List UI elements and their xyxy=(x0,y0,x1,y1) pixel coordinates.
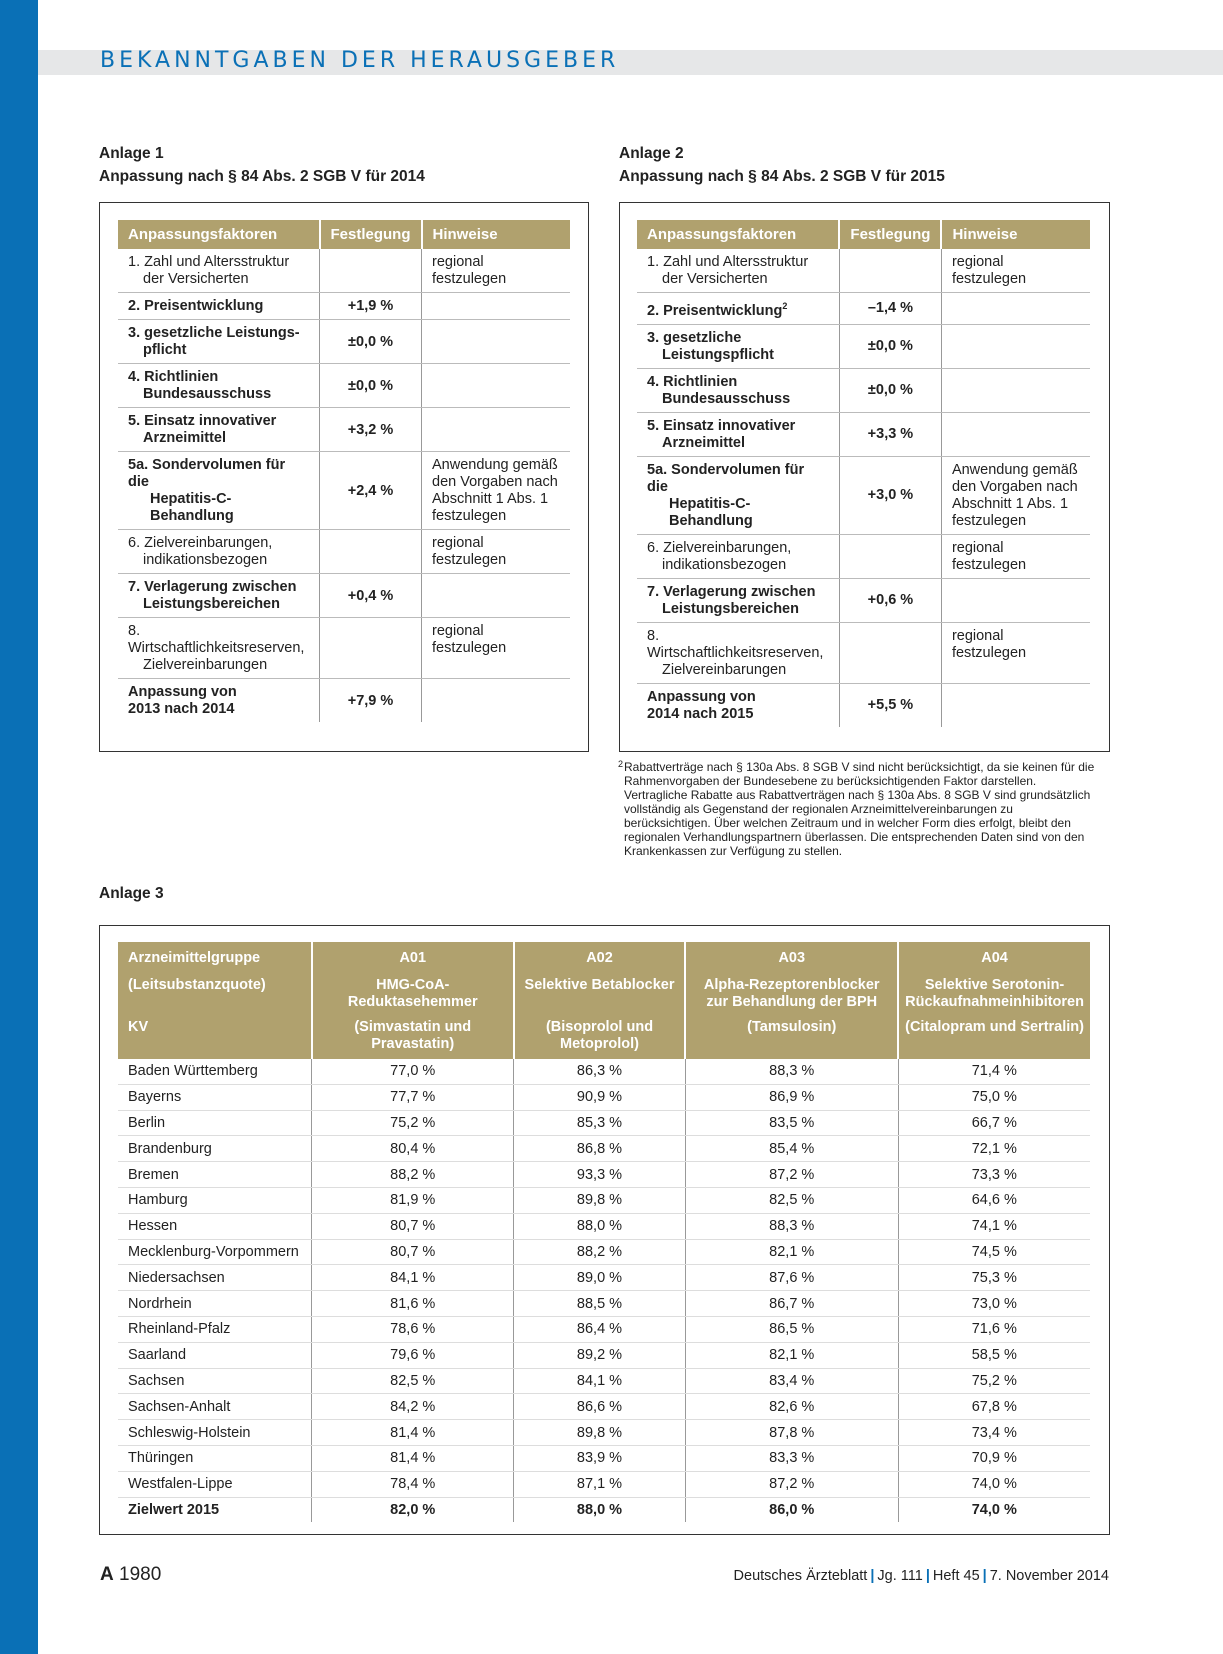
table-row xyxy=(118,408,570,452)
factor-label: 1. Zahl und Altersstruktur xyxy=(647,254,809,270)
hinweis-cell xyxy=(941,293,1090,325)
page-number-value: 1980 xyxy=(119,1564,162,1585)
factor-cell xyxy=(637,324,839,368)
kv-name: Baden Württemberg xyxy=(118,1059,312,1084)
a02-value: 88,0 % xyxy=(514,1213,686,1239)
table-row xyxy=(118,1445,1090,1471)
factor-label-cont: der Versicherten xyxy=(143,271,249,287)
a02-value: 89,8 % xyxy=(514,1187,686,1213)
column-header-substance: (Simvastatin und Pravastatin) xyxy=(312,1017,514,1059)
column-header-substance: (Citalopram und Sertralin) xyxy=(898,1017,1090,1059)
anlage3-table xyxy=(118,942,1090,1522)
a03-value: 86,7 % xyxy=(685,1291,898,1317)
a02-value: 85,3 % xyxy=(514,1110,686,1136)
factor-label: Anpassung von xyxy=(128,684,237,700)
a01-value: 81,6 % xyxy=(312,1291,514,1317)
a01-value: 75,2 % xyxy=(312,1110,514,1136)
a03-value: 85,4 % xyxy=(685,1136,898,1162)
kv-name: Bremen xyxy=(118,1162,312,1188)
factor-label: 3. gesetzliche xyxy=(647,329,742,346)
a04-value: 71,4 % xyxy=(898,1059,1090,1084)
table-row xyxy=(637,622,1090,683)
a02-value: 86,6 % xyxy=(514,1394,686,1420)
hinweis-cell xyxy=(941,683,1090,727)
a02-value: 89,2 % xyxy=(514,1342,686,1368)
table-row xyxy=(118,1291,1090,1317)
a04-value: 58,5 % xyxy=(898,1342,1090,1368)
table-row xyxy=(118,452,570,530)
a02-value: 87,1 % xyxy=(514,1471,686,1497)
a04-value: 70,9 % xyxy=(898,1445,1090,1471)
table-header-row xyxy=(637,220,1090,249)
table-row xyxy=(118,618,570,679)
a02-value: 88,2 % xyxy=(514,1239,686,1265)
hinweis-cell: regional festzulegen xyxy=(422,249,570,293)
factor-label-cont: Arzneimittel xyxy=(662,434,745,451)
a03-value: 87,2 % xyxy=(685,1162,898,1188)
a02-value: 89,8 % xyxy=(514,1420,686,1446)
factor-cell xyxy=(118,249,320,293)
factor-label: 6. Zielvereinbarungen, xyxy=(128,535,273,551)
anlage2-title: Anpassung nach § 84 Abs. 2 SGB V für 2015 xyxy=(619,168,945,185)
journal-date: 7. November 2014 xyxy=(989,1568,1109,1584)
hinweis-cell xyxy=(422,320,570,364)
table-row xyxy=(637,683,1090,727)
hinweis-cell: regional festzulegen xyxy=(941,622,1090,683)
table-row xyxy=(118,1059,1090,1084)
factor-label: 4. Richtlinien xyxy=(128,369,219,385)
anlage1-label: Anlage 1 xyxy=(99,145,164,162)
a03-value: 88,3 % xyxy=(685,1213,898,1239)
section-header: BEKANNTGABEN DER HERAUSGEBER xyxy=(100,48,620,73)
table-row xyxy=(637,368,1090,412)
a01-value: 81,4 % xyxy=(312,1420,514,1446)
hinweis-cell xyxy=(941,578,1090,622)
hinweis-cell xyxy=(941,324,1090,368)
kv-name: Sachsen-Anhalt xyxy=(118,1394,312,1420)
a02-value: 86,8 % xyxy=(514,1136,686,1162)
festlegung-value: +5,5 % xyxy=(839,683,941,727)
table-row xyxy=(118,679,570,723)
a02-value: 86,3 % xyxy=(514,1059,686,1084)
column-header: Festlegung xyxy=(320,220,422,249)
factor-cell xyxy=(637,683,839,727)
a01-value: 78,4 % xyxy=(312,1471,514,1497)
page-number xyxy=(100,1564,161,1586)
kv-name: Mecklenburg-Vorpommern xyxy=(118,1239,312,1265)
factor-cell xyxy=(118,293,320,320)
footnote-ref: 2 xyxy=(782,301,788,311)
a02-value: 84,1 % xyxy=(514,1368,686,1394)
a03-value: 82,6 % xyxy=(685,1394,898,1420)
a01-value: 80,4 % xyxy=(312,1136,514,1162)
table-row xyxy=(118,320,570,364)
anlage2-label: Anlage 2 xyxy=(619,145,684,162)
a02-value: 88,0 % xyxy=(514,1497,686,1522)
a04-value: 73,4 % xyxy=(898,1420,1090,1446)
hinweis-cell xyxy=(422,679,570,723)
a01-value: 82,0 % xyxy=(312,1497,514,1522)
factor-cell xyxy=(637,249,839,293)
a01-value: 82,5 % xyxy=(312,1368,514,1394)
kv-name: Berlin xyxy=(118,1110,312,1136)
festlegung-value: ±0,0 % xyxy=(839,324,941,368)
table-row xyxy=(637,534,1090,578)
factor-label: 6. Zielvereinbarungen, xyxy=(647,539,792,556)
factor-cell xyxy=(118,618,320,679)
journal-volume: Jg. 111 xyxy=(877,1568,923,1584)
footnote-mark: 2 xyxy=(618,759,624,769)
column-header-name: Alpha-Rezeptorenblocker zur Behandlung der BPH xyxy=(685,975,898,1017)
a03-value: 82,5 % xyxy=(685,1187,898,1213)
column-header: Festlegung xyxy=(839,220,941,249)
column-header-code: A01 xyxy=(312,942,514,975)
table-row xyxy=(637,324,1090,368)
a02-value: 83,9 % xyxy=(514,1445,686,1471)
a03-value: 86,0 % xyxy=(685,1497,898,1522)
a03-value: 83,4 % xyxy=(685,1368,898,1394)
a03-value: 86,9 % xyxy=(685,1084,898,1110)
column-header: (Leitsubstanzquote) xyxy=(118,975,312,1017)
factor-label-cont: Hepatitis-C-Behandlung xyxy=(150,491,234,524)
table-row xyxy=(118,1316,1090,1342)
kv-name: Bayerns xyxy=(118,1084,312,1110)
factor-cell xyxy=(637,412,839,456)
festlegung-value: –1,4 % xyxy=(839,293,941,325)
factor-cell xyxy=(637,293,839,325)
column-header: Arzneimittelgruppe xyxy=(118,942,312,975)
a02-value: 86,4 % xyxy=(514,1316,686,1342)
a04-value: 74,0 % xyxy=(898,1497,1090,1522)
hinweis-cell: regional festzulegen xyxy=(941,249,1090,293)
a03-value: 83,5 % xyxy=(685,1110,898,1136)
factor-label: 5. Einsatz innovativer xyxy=(128,413,277,429)
a04-value: 73,0 % xyxy=(898,1291,1090,1317)
table-row xyxy=(637,293,1090,325)
column-header-substance: (Tamsulosin) xyxy=(685,1017,898,1059)
a01-value: 80,7 % xyxy=(312,1239,514,1265)
separator: | xyxy=(870,1568,875,1584)
factor-cell xyxy=(637,534,839,578)
festlegung-value xyxy=(839,249,941,293)
kv-name: Hessen xyxy=(118,1213,312,1239)
kv-name: Westfalen-Lippe xyxy=(118,1471,312,1497)
a01-value: 81,4 % xyxy=(312,1445,514,1471)
column-header-code: A03 xyxy=(685,942,898,975)
journal-name: Deutsches Ärzteblatt xyxy=(733,1568,868,1584)
journal-info xyxy=(734,1568,1109,1584)
column-header: Hinweise xyxy=(941,220,1090,249)
page-prefix: A xyxy=(100,1564,114,1585)
kv-name: Saarland xyxy=(118,1342,312,1368)
table-row xyxy=(118,1420,1090,1446)
table-row xyxy=(118,1239,1090,1265)
table-total-row xyxy=(118,1497,1090,1522)
a02-value: 89,0 % xyxy=(514,1265,686,1291)
factor-label: 7. Verlagerung zwischen xyxy=(128,579,297,595)
table-row xyxy=(118,1136,1090,1162)
factor-label-cont: Zielvereinbarungen xyxy=(662,661,787,678)
factor-label: 2. Preisentwicklung xyxy=(128,298,264,314)
factor-label: 4. Richtlinien xyxy=(647,373,738,390)
kv-name: Schleswig-Holstein xyxy=(118,1420,312,1446)
anlage3-label: Anlage 3 xyxy=(99,885,164,902)
a01-value: 80,7 % xyxy=(312,1213,514,1239)
factor-cell xyxy=(118,452,320,530)
table-row xyxy=(118,1342,1090,1368)
a03-value: 87,2 % xyxy=(685,1471,898,1497)
hinweis-cell xyxy=(422,293,570,320)
a04-value: 64,6 % xyxy=(898,1187,1090,1213)
factor-cell xyxy=(637,578,839,622)
column-header: KV xyxy=(118,1017,312,1059)
table-row xyxy=(118,530,570,574)
festlegung-value: ±0,0 % xyxy=(320,320,422,364)
factor-cell xyxy=(118,530,320,574)
festlegung-value: +0,4 % xyxy=(320,574,422,618)
kv-name: Zielwert 2015 xyxy=(128,1501,220,1518)
a04-value: 73,3 % xyxy=(898,1162,1090,1188)
anlage1-title: Anpassung nach § 84 Abs. 2 SGB V für 2014 xyxy=(99,168,425,185)
a04-value: 74,1 % xyxy=(898,1213,1090,1239)
hinweis-cell: regional festzulegen xyxy=(941,534,1090,578)
a02-value: 88,5 % xyxy=(514,1291,686,1317)
factor-label-cont: pflicht xyxy=(143,342,187,358)
column-header-name: Selektive Betablocker xyxy=(514,975,686,1017)
a04-value: 72,1 % xyxy=(898,1136,1090,1162)
table-row xyxy=(118,1368,1090,1394)
a03-value: 82,1 % xyxy=(685,1342,898,1368)
factor-label-cont: Zielvereinbarungen xyxy=(143,657,268,673)
factor-cell xyxy=(118,574,320,618)
separator: | xyxy=(982,1568,987,1584)
factor-label: 3. gesetzliche Leistungs- xyxy=(128,325,300,341)
festlegung-value: +7,9 % xyxy=(320,679,422,723)
table-row xyxy=(118,1187,1090,1213)
hinweis-cell: Anwendung gemäß den Vorgaben nach Abschnitt 1 Abs. 1 festzulegen xyxy=(941,456,1090,534)
factor-label-cont: 2013 nach 2014 xyxy=(128,701,235,717)
factor-label: 5a. Sondervolumen für die xyxy=(128,457,286,490)
a02-value: 93,3 % xyxy=(514,1162,686,1188)
factor-label-cont: Leistungsbereichen xyxy=(143,596,280,612)
festlegung-value xyxy=(320,530,422,574)
factor-label-cont: 2014 nach 2015 xyxy=(647,705,754,722)
a01-value: 84,1 % xyxy=(312,1265,514,1291)
table-row xyxy=(118,1110,1090,1136)
a01-value: 77,0 % xyxy=(312,1059,514,1084)
a03-value: 87,8 % xyxy=(685,1420,898,1446)
factor-label-cont: Leistungsbereichen xyxy=(662,600,799,617)
table-row xyxy=(118,1394,1090,1420)
factor-label: 1. Zahl und Altersstruktur xyxy=(128,254,290,270)
column-header-name: Selektive Serotonin-Rückaufnahmeinhibitoren xyxy=(898,975,1090,1017)
column-header: Anpassungsfaktoren xyxy=(637,220,839,249)
a03-value: 88,3 % xyxy=(685,1059,898,1084)
hinweis-cell xyxy=(941,368,1090,412)
kv-name: Nordrhein xyxy=(118,1291,312,1317)
table-row xyxy=(118,1213,1090,1239)
a03-value: 87,6 % xyxy=(685,1265,898,1291)
festlegung-value: ±0,0 % xyxy=(320,364,422,408)
table-header-row xyxy=(118,975,1090,1017)
factor-label: 8. Wirtschaftlichkeitsreserven, xyxy=(647,627,824,661)
a01-value: 79,6 % xyxy=(312,1342,514,1368)
a04-value: 66,7 % xyxy=(898,1110,1090,1136)
column-header-name: HMG-CoA-Reduktasehemmer xyxy=(312,975,514,1017)
table-row xyxy=(637,412,1090,456)
hinweis-cell: Anwendung gemäß den Vorgaben nach Abschnitt 1 Abs. 1 festzulegen xyxy=(422,452,570,530)
festlegung-value: +1,9 % xyxy=(320,293,422,320)
a04-value: 75,3 % xyxy=(898,1265,1090,1291)
factor-cell xyxy=(637,368,839,412)
factor-label-cont: Arzneimittel xyxy=(143,430,226,446)
factor-label: 5a. Sondervolumen für die xyxy=(647,461,805,495)
table-row xyxy=(637,249,1090,293)
anlage1-caption xyxy=(99,142,425,188)
a01-value: 77,7 % xyxy=(312,1084,514,1110)
factor-cell xyxy=(637,456,839,534)
festlegung-value xyxy=(839,534,941,578)
footnote-text: Rabattverträge nach § 130a Abs. 8 SGB V sind nicht berücksichtigt, da sie keinen für die Rahmenvorgaben der Bundesebene zu berücksichtigenden Faktor darstellen. Vertragliche Rabatte aus Rabattverträgen nach § 130a Abs. 8 SGB V sind grundsätzlich vollständig als Gegenstand der regionalen Arzneimittelvereinbarungen zu berücksichtigen. Über welchen Zeitraum und in welcher Form dies erfolgt, bleibt den regionalen Verhandlungspartnern überlassen. Die entsprechenden Daten sind von den Krankenkassen zur Verfügung zu stellen. xyxy=(624,760,1095,858)
festlegung-value: +3,2 % xyxy=(320,408,422,452)
factor-cell xyxy=(118,408,320,452)
factor-label-cont: indikationsbezogen xyxy=(662,556,787,573)
hinweis-cell: regional festzulegen xyxy=(422,618,570,679)
column-header-substance: (Bisoprolol und Metoprolol) xyxy=(514,1017,686,1059)
a04-value: 67,8 % xyxy=(898,1394,1090,1420)
festlegung-value xyxy=(839,622,941,683)
anlage1-table xyxy=(118,220,570,722)
anlage2-table xyxy=(637,220,1090,727)
factor-label-cont: Bundesausschuss xyxy=(662,390,791,407)
kv-name: Hamburg xyxy=(118,1187,312,1213)
a04-value: 75,0 % xyxy=(898,1084,1090,1110)
column-header-code: A02 xyxy=(514,942,686,975)
factor-label-cont: indikationsbezogen xyxy=(143,552,268,568)
factor-label: 2. Preisentwicklung xyxy=(647,302,783,319)
factor-cell xyxy=(118,364,320,408)
column-header-code: A04 xyxy=(898,942,1090,975)
hinweis-cell xyxy=(422,574,570,618)
factor-label: Anpassung von xyxy=(647,688,756,705)
a04-value: 75,2 % xyxy=(898,1368,1090,1394)
festlegung-value xyxy=(320,618,422,679)
kv-name: Niedersachsen xyxy=(118,1265,312,1291)
a04-value: 71,6 % xyxy=(898,1316,1090,1342)
table-row xyxy=(118,1471,1090,1497)
table-row xyxy=(118,1084,1090,1110)
column-header: Anpassungsfaktoren xyxy=(118,220,320,249)
table-header-row xyxy=(118,1017,1090,1059)
festlegung-value: ±0,0 % xyxy=(839,368,941,412)
table-row xyxy=(118,364,570,408)
journal-issue: Heft 45 xyxy=(932,1568,980,1584)
festlegung-value: +3,3 % xyxy=(839,412,941,456)
a03-value: 83,3 % xyxy=(685,1445,898,1471)
a03-value: 86,5 % xyxy=(685,1316,898,1342)
kv-name: Sachsen xyxy=(118,1368,312,1394)
column-header: Hinweise xyxy=(422,220,570,249)
table-row xyxy=(637,456,1090,534)
a01-value: 81,9 % xyxy=(312,1187,514,1213)
factor-label: 7. Verlagerung zwischen xyxy=(647,583,816,600)
a03-value: 82,1 % xyxy=(685,1239,898,1265)
table-row xyxy=(637,578,1090,622)
hinweis-cell xyxy=(422,364,570,408)
festlegung-value: +3,0 % xyxy=(839,456,941,534)
table-header-row xyxy=(118,942,1090,975)
a04-value: 74,5 % xyxy=(898,1239,1090,1265)
table-header-row xyxy=(118,220,570,249)
kv-name: Rheinland-Pfalz xyxy=(118,1316,312,1342)
factor-cell xyxy=(118,320,320,364)
factor-label-cont: Leistungspflicht xyxy=(662,346,774,363)
factor-label-cont: der Versicherten xyxy=(662,271,768,287)
hinweis-cell xyxy=(941,412,1090,456)
kv-name: Thüringen xyxy=(118,1445,312,1471)
anlage2-caption xyxy=(619,142,945,188)
a01-value: 88,2 % xyxy=(312,1162,514,1188)
factor-label-cont: Bundesausschuss xyxy=(143,386,272,402)
factor-label: 8. Wirtschaftlichkeitsreserven, xyxy=(128,623,305,656)
factor-label: 5. Einsatz innovativer xyxy=(647,417,796,434)
a01-value: 84,2 % xyxy=(312,1394,514,1420)
kv-name: Brandenburg xyxy=(118,1136,312,1162)
table-row xyxy=(118,1265,1090,1291)
festlegung-value xyxy=(320,249,422,293)
table-row xyxy=(118,1162,1090,1188)
separator: | xyxy=(925,1568,930,1584)
left-color-bar xyxy=(0,0,38,1654)
hinweis-cell: regional festzulegen xyxy=(422,530,570,574)
table-row xyxy=(118,249,570,293)
factor-cell xyxy=(637,622,839,683)
festlegung-value: +2,4 % xyxy=(320,452,422,530)
a01-value: 78,6 % xyxy=(312,1316,514,1342)
factor-cell xyxy=(118,679,320,723)
table-row xyxy=(118,293,570,320)
a04-value: 74,0 % xyxy=(898,1471,1090,1497)
factor-label-cont: Hepatitis-C-Behandlung xyxy=(669,495,753,529)
table-row xyxy=(118,574,570,618)
a02-value: 90,9 % xyxy=(514,1084,686,1110)
festlegung-value: +0,6 % xyxy=(839,578,941,622)
hinweis-cell xyxy=(422,408,570,452)
anlage2-footnote xyxy=(618,759,1099,858)
